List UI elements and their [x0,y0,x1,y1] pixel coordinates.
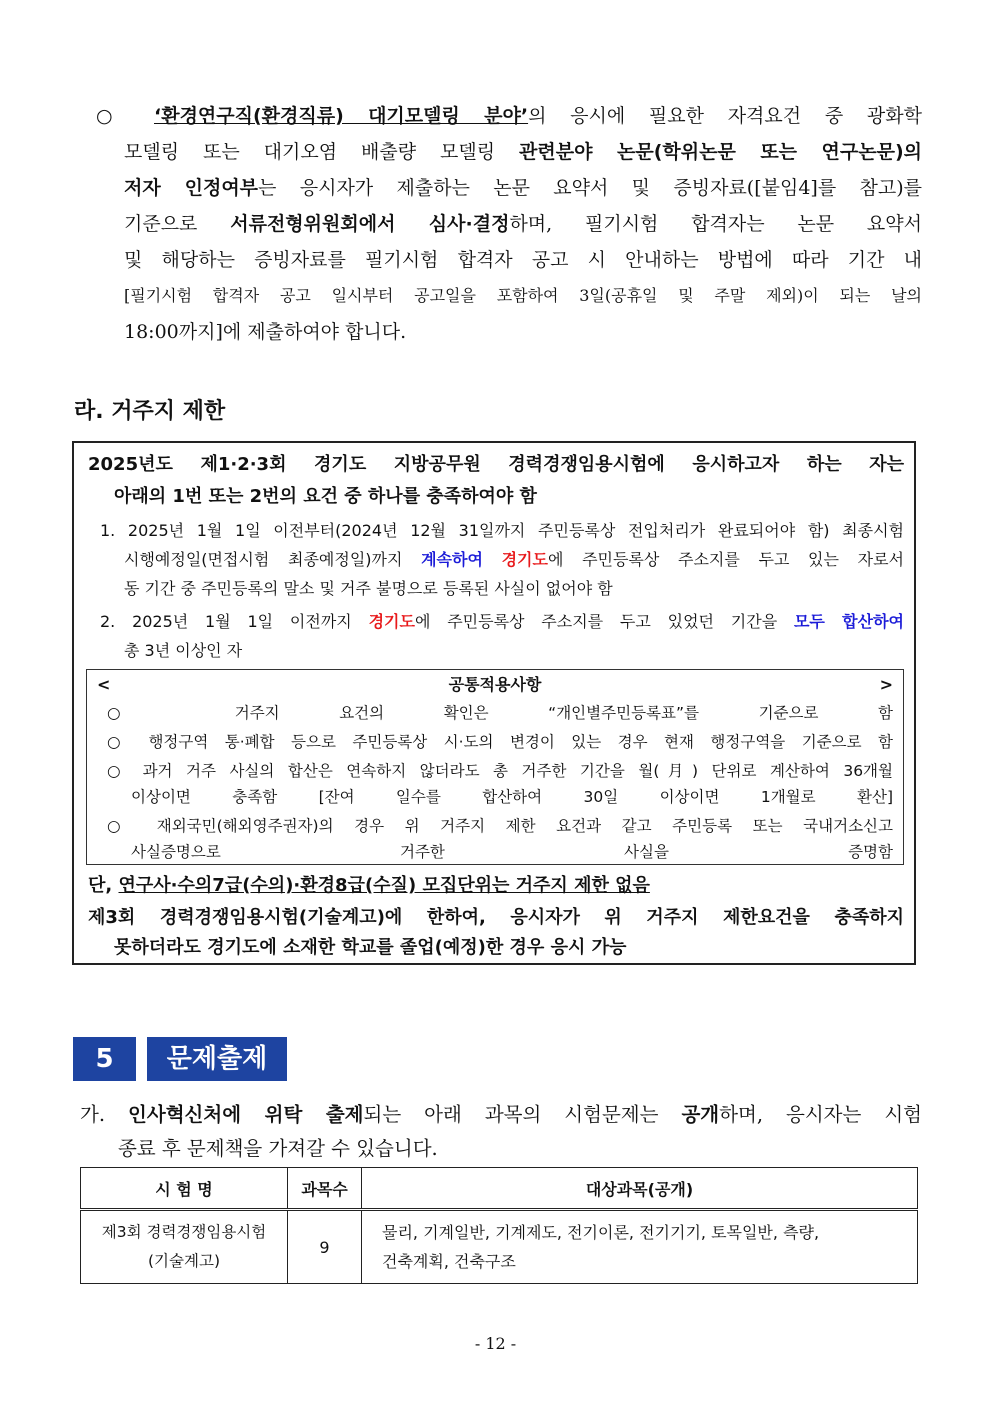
intro-line-4 [96,206,922,242]
sum-all-highlight: 모두 합산하여 [793,612,904,631]
section5-text: 하며, 응시자는 시험 [719,1103,923,1126]
section5-text: 되는 아래 과목의 시험문제는 [363,1103,682,1126]
intro-line-2 [96,134,922,170]
section-title-badge: 문제출제 [147,1037,287,1081]
gyeonggi-highlight: 경기도 [368,612,415,631]
exam-name-line-1: 제3회 경력경쟁임용시험 [101,1223,267,1241]
requirement-2-line-2: 총 3년 이상인 자 [124,641,243,660]
residence-exception-1 [88,870,904,902]
header-target-subjects: 대상과목(공개) [362,1168,918,1210]
item-label: 가. [80,1103,129,1126]
common-provisions-title: < 공통적용사항 > [97,675,893,694]
outsource-bold: 인사혁신처에 위탁 출제 [128,1103,364,1126]
public-bold: 공개 [681,1103,720,1126]
intro-paragraph [96,98,922,350]
exam-subjects-table [80,1167,918,1284]
subjects-line-1: 물리, 기계일반, 기계제도, 전기이론, 전기기기, 토목일반, 측량, [382,1223,820,1242]
requirement-1-line-1: 1. 2025년 1월 1일 이전부터(2024년 12월 31일까지 주민등록상 전입처리가 완료되어야 함) 최종시험 [100,521,904,540]
requirement-1-line-3: 동 기간 중 주민등록의 말소 및 거주 불명으로 등록된 사실이 없어야 함 [124,579,613,598]
section5-paragraph [80,1098,922,1166]
requirement-1-line-2 [124,545,904,574]
intro-text: 는 응시자가 제출하는 논문 요약서 및 증빙자료([붙임4]를 참고)를 [258,177,922,199]
table-header-row [81,1168,918,1210]
section-number-badge: 5 [73,1037,136,1081]
section-heading-residence: 라. 거주지 제한 [74,399,226,424]
intro-text: 하며, 필기시험 합격자는 논문 요약서 [509,213,922,235]
intro-bold: 관련분야 논문(학위논문 또는 연구논문)의 [519,141,922,163]
gyeonggi-highlight: 경기도 [501,550,548,569]
bullet: ○ [96,105,131,127]
exam-name-line-2: (기술계고) [148,1252,220,1270]
residence-exception-2-line-1: 제3회 경력경쟁임용시험(기술계고)에 한하여, 응시자가 위 거주지 제한요건을 충족하지 [88,907,904,928]
req-text: 2. 2025년 1월 1일 이전까지 [100,612,369,631]
exception-prefix: 단, [88,875,119,896]
cell-target-subjects [362,1210,918,1284]
intro-text: 의 응시에 필요한 자격요건 중 광화학 [528,105,922,127]
intro-line-5: 및 해당하는 증빙자료를 필기시험 합격자 공고 시 안내하는 방법에 따라 기간 내 [124,249,922,271]
intro-line-1 [96,98,922,134]
header-exam-name: 시 험 명 [81,1168,288,1210]
common-item-3-line-1: ○ 과거 거주 사실의 합산은 연속하지 않더라도 총 거주한 기간을 월(月) 단위로 계산하여 36개월 [107,762,893,780]
table-row [81,1210,918,1284]
residence-exception-2-line-2: 못하더라도 경기도에 소재한 학교를 졸업(예정)한 경우 응시 가능 [114,937,627,958]
intro-text: 기준으로 [124,213,231,235]
common-item-1: ○ 거주지 요건의 확인은 “개인별주민등록표”를 기준으로 함 [107,704,893,722]
common-item-4-line-2: 사실증명으로 거주한 사실을 증명함 [131,843,893,861]
cell-exam-name [81,1210,288,1284]
req-text: 시행예정일(면접시험 최종예정일)까지 [124,550,422,569]
common-provisions-box [86,669,904,865]
exception-underlined: 연구사·수의7급(수의)·환경8급(수질) 모집단위는 거주지 제한 없음 [118,875,650,896]
req-text: 에 주민등록상 주소지를 두고 있었던 기간을 [414,612,794,631]
intro-line-3 [96,170,922,206]
intro-bold: 서류전형위원회에서 심사·결정 [230,213,510,235]
intro-text: 모델링 또는 대기오염 배출량 모델링 [124,141,520,163]
header-subject-count: 과목수 [288,1168,362,1210]
requirement-2-line-1 [100,607,904,636]
common-item-3-line-2: 이상이면 충족함 [잔여 일수를 합산하여 30일 이상이면 1개월로 환산] [131,788,893,806]
subjects-line-2: 건축계획, 건축구조 [382,1252,516,1271]
continuous-highlight: 계속하여 [421,550,483,569]
req-text: 에 주민등록상 주소지를 두고 있는 자로서 [547,550,904,569]
common-item-2: ○ 행정구역 통·폐합 등으로 주민등록상 시·도의 변경이 있는 경우 현재 행정구역을 기준으로 함 [107,733,893,751]
intro-bold: 저자 인정여부 [124,177,259,199]
residence-box [72,441,916,965]
cell-subject-count: 9 [288,1210,362,1284]
intro-field-name: ‘환경연구직(환경직류) 대기모델링 분야’ [154,105,529,127]
residence-main-line-2: 아래의 1번 또는 2번의 요건 중 하나를 충족하여야 함 [114,486,537,507]
common-item-4-line-1: ○ 재외국민(해외영주권자)의 경우 위 거주지 제한 요건과 같고 주민등록 또는 국내거소신고 [107,817,893,835]
section5-line-2: 종료 후 문제책을 가져갈 수 있습니다. [118,1137,438,1160]
page-number: - 12 - [474,1334,517,1353]
section5-line-1 [80,1098,922,1132]
intro-line-6: [필기시험 합격자 공고 일시부터 공고일을 포함하여 3일(공휴일 및 주말 제외)이 되는 날의 [124,286,922,305]
residence-main-line-1: 2025년도 제1·2·3회 경기도 지방공무원 경력경쟁임용시험에 응시하고자 하는 자는 [88,454,904,475]
intro-line-7: 18:00까지]에 제출하여야 합니다. [124,321,407,343]
